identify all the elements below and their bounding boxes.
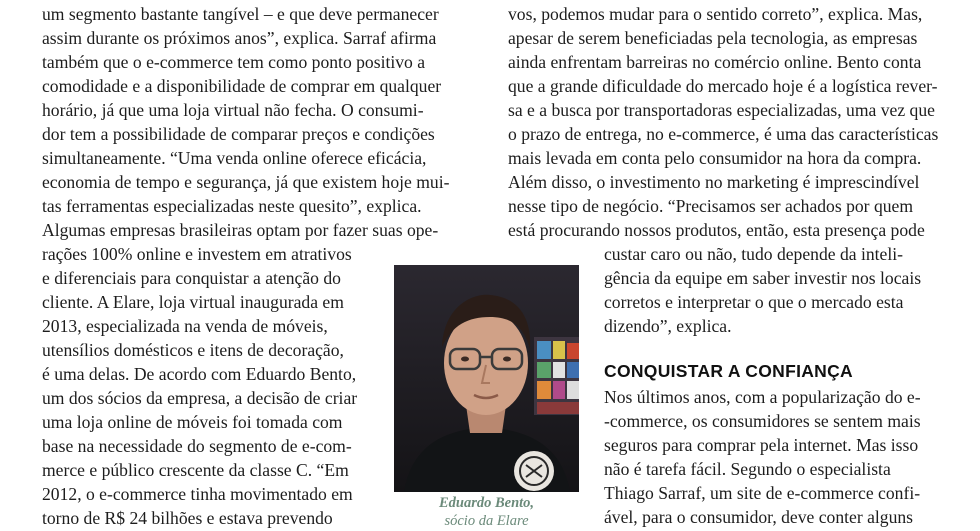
body-text-line: gência da equipe em saber investir nos locais [604,268,922,288]
body-text-line: 2012, o e-commerce tinha movimentado em [42,484,353,504]
body-text-line: corretos e interpretar o que o mercado esta [604,292,904,312]
section-heading: CONQUISTAR A CONFIANÇA [604,361,853,381]
body-text-line: rações 100% online e investem em atrativos [42,244,352,264]
body-text-line: vos, podemos mudar para o sentido correto”, explica. Mas, [508,4,923,24]
portrait-illustration [394,265,579,492]
portrait-photo [394,265,579,492]
body-text-line: Além disso, o investimento no marketing é imprescindível [508,172,920,192]
photo-caption-name: Eduardo Bento, [438,495,535,511]
body-text-line: sa e a busca por transportadoras especializadas, uma vez que [508,100,935,120]
body-text-line: seguros para comprar pela internet. Mas isso [604,435,919,455]
body-text-line: dizendo”, explica. [604,316,732,336]
body-text-line: simultaneamente. “Uma venda online oferece eficácia, [42,148,427,168]
body-text-line: é uma delas. De acordo com Eduardo Bento, [42,364,357,384]
body-text-line: também que o e-commerce tem como ponto positivo a [42,52,426,72]
body-text-line: o prazo de entrega, no e-commerce, é uma das características [508,124,939,144]
body-text-line: nesse tipo de negócio. “Precisamos ser achados por quem [508,196,914,216]
photo-caption-role: sócio da Elare [444,513,529,529]
body-text-line: custar caro ou não, tudo depende da inteli- [604,244,903,264]
body-text-line: -commerce, os consumidores se sentem mais [604,411,921,431]
body-text-line: merce e público crescente da classe C. “Em [42,460,349,480]
body-text-line: não é tarefa fácil. Segundo o especialista [604,459,891,479]
body-text-line: economia de tempo e segurança, já que existem hoje mui- [42,172,450,192]
body-text-line: um dos sócios da empresa, a decisão de criar [42,388,358,408]
body-text-line: mais levada em conta pelo consumidor na hora da compra. [508,148,922,168]
body-text-line: base na necessidade do segmento de e-com- [42,436,352,456]
body-text-line: e diferenciais para conquistar a atenção do [42,268,341,288]
body-text-line: dor tem a possibilidade de comparar preços e condições [42,124,435,144]
body-text-line: está procurando nossos produtos, então, esta presença pode [508,220,925,240]
body-text-line: que a grande dificuldade do mercado hoje é a logística rever- [508,76,938,96]
body-text-line: Nos últimos anos, com a popularização do e- [604,387,921,407]
body-text-line: Thiago Sarraf, um site de e-commerce confi- [604,483,921,503]
body-text-line: torno de R$ 24 bilhões e estava prevendo [42,508,333,528]
body-text-line: ainda enfrentam barreiras no comércio online. Bento conta [508,52,922,72]
body-text-line: um segmento bastante tangível – e que deve permanecer [42,4,439,24]
body-text-line: uma loja online de móveis foi tomada com [42,412,343,432]
body-text-line: 2013, especializada na venda de móveis, [42,316,328,336]
body-text-line: tas ferramentas especializadas neste quesito”, explica. [42,196,422,216]
body-text-line: utensílios domésticos e itens de decoração, [42,340,344,360]
body-text-line: assim durante os próximos anos”, explica. Sarraf afirma [42,28,437,48]
body-text-line: Algumas empresas brasileiras optam por fazer suas ope- [42,220,439,240]
body-text-line: ável, para o consumidor, deve conter alguns [604,507,914,527]
body-text-line: horário, já que uma loja virtual não fecha. O consumi- [42,100,424,120]
body-text-line: apesar de serem beneficiadas pela tecnologia, as empresas [508,28,918,48]
body-text-line: comodidade e a disponibilidade de comprar em qualquer [42,76,442,96]
body-text-line: cliente. A Elare, loja virtual inaugurada em [42,292,344,312]
